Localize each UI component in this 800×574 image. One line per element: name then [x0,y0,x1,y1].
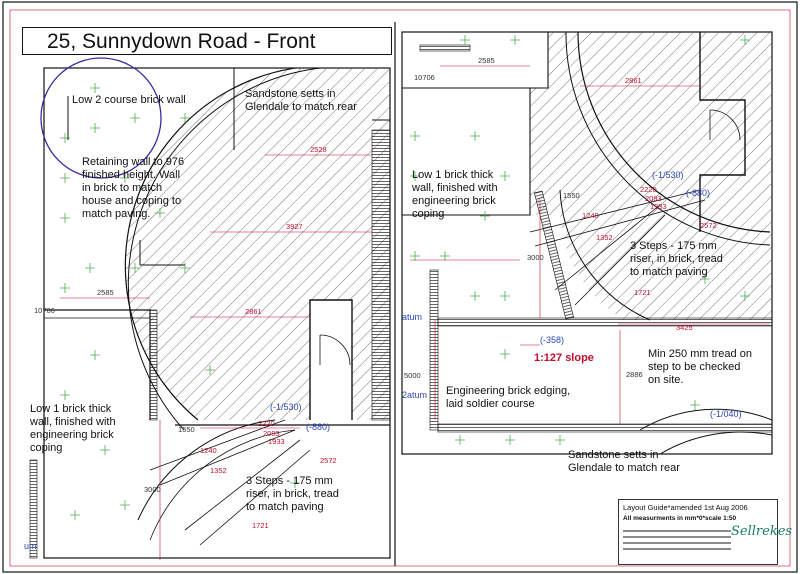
label-line: on site. [648,374,684,386]
dim-left-1721: 1721 [252,521,269,530]
dim-right-3000: 3000 [527,253,544,262]
dim-left-2220: 2220 [258,419,275,428]
label-line: finished height. Wall [82,169,181,181]
datum-right-1: atum [402,312,423,322]
dim-right-2093: 2093 [645,194,662,203]
dim-left-2572: 2572 [320,456,337,465]
label-line: step to be checked [648,361,741,373]
level-left-1: (-1/530) [270,402,302,412]
legend-measurements: All measurments in mm*0*scale 1:50 [623,515,737,522]
dim-left-2093: 2093 [263,429,280,438]
dim-right-1721: 1721 [634,288,651,297]
label-edging: Engineering brick edging, laid soldier course [446,385,571,410]
label-line: house and coping to [82,195,182,207]
left-plan [30,58,390,560]
right-brick-edging [430,270,438,430]
dim-right-2572: 2572 [700,221,717,230]
dim-right-1240: 1240 [582,211,599,220]
dim-left-1352: 1352 [210,466,227,475]
level-left-2: (-880) [306,422,331,432]
dim-right-1550: 1550 [563,191,580,200]
dim-right-1352: 1352 [596,233,613,242]
dim-left-2585: 2585 [97,288,114,297]
label-line: engineering brick [30,429,114,441]
designer-signature-logo: Sellrekes [731,524,793,539]
label-sandstone-bottom: Sandstone setts in Glendale to match rear [568,449,680,474]
dim-right-5000: 5000 [404,371,421,380]
label-retaining-wall: Retaining wall to 976 finished height. Wall in brick to match house and coping to match paving. [82,156,185,220]
label-low-course-wall: Low 2 course brick wall [72,94,186,106]
level-right-3: (-358) [540,335,565,345]
dim-left-1550: 1550 [178,425,195,434]
datum-right-2: 2atum [402,390,428,400]
dim-left-3927: 3927 [286,222,303,231]
level-right-4: (-1/040) [710,409,742,419]
dim-left-1240: 1240 [200,446,217,455]
label-min-tread: Min 250 mm tread on step to be checked on site. [648,348,752,386]
left-paving-hatch [125,66,390,420]
dim-right-1933: 1933 [650,202,667,211]
label-line: laid soldier course [446,398,535,410]
label-line: Glendale to match rear [245,101,357,113]
label-line: riser, in brick, tread [630,253,723,265]
left-brick-wall [150,310,157,420]
legend-fine-print [623,526,731,550]
label-line: engineering brick [412,195,496,207]
label-line: in brick to match [82,182,163,194]
dim-left-3000: 3000 [144,485,161,494]
layout-guide-box [618,499,793,565]
label-low-thick-wall-right: Low 1 brick thick wall, finished with engineering brick coping [412,169,498,220]
label-line: wall, finished with [412,182,498,194]
label-sandstone-top: Sandstone setts in Glendale to match rear [245,88,357,113]
dim-right-2220: 2220 [640,185,657,194]
dim-right-2861: 2861 [625,76,642,85]
dim-left-1933: 1933 [268,437,285,446]
label-line: riser, in brick, tread [246,488,339,500]
label-line: to match paving [246,501,324,513]
dim-left-10706: 10706 [34,306,55,315]
label-line: coping [412,208,445,220]
label-line: match paving. [82,208,151,220]
label-steps-right: 3 Steps - 175 mm riser, in brick, tread to match paving [630,240,723,278]
legend-amended: Layout Guide*amended 1st Aug 2006 [623,503,748,512]
label-line: Glendale to match rear [568,462,680,474]
dim-right-10706: 10706 [414,73,435,82]
level-right-2: (-880) [686,188,711,198]
dim-left-2861: 2861 [245,307,262,316]
dim-right-3425: 3425 [676,323,693,332]
left-house-bay [310,300,352,420]
left-door-swing [320,335,350,365]
label-line: coping [30,442,63,454]
dim-right-2585: 2585 [478,56,495,65]
label-steps-left: 3 Steps - 175 mm riser, in brick, tread to match paving [246,475,339,513]
drawing-title: 25, Sunnydown Road - Front [22,27,392,55]
label-line: wall, finished with [30,416,116,428]
label-line: to match paving [630,266,708,278]
label-slope: 1:127 slope [534,352,594,364]
dim-left-2528: 2528 [310,145,327,154]
dim-right-2886: 2886 [626,370,643,379]
label-low-thick-wall-left: Low 1 brick thick wall, finished with engineering brick coping [30,403,116,454]
level-right-1: (-1/530) [652,170,684,180]
datum-left: um [24,541,37,551]
